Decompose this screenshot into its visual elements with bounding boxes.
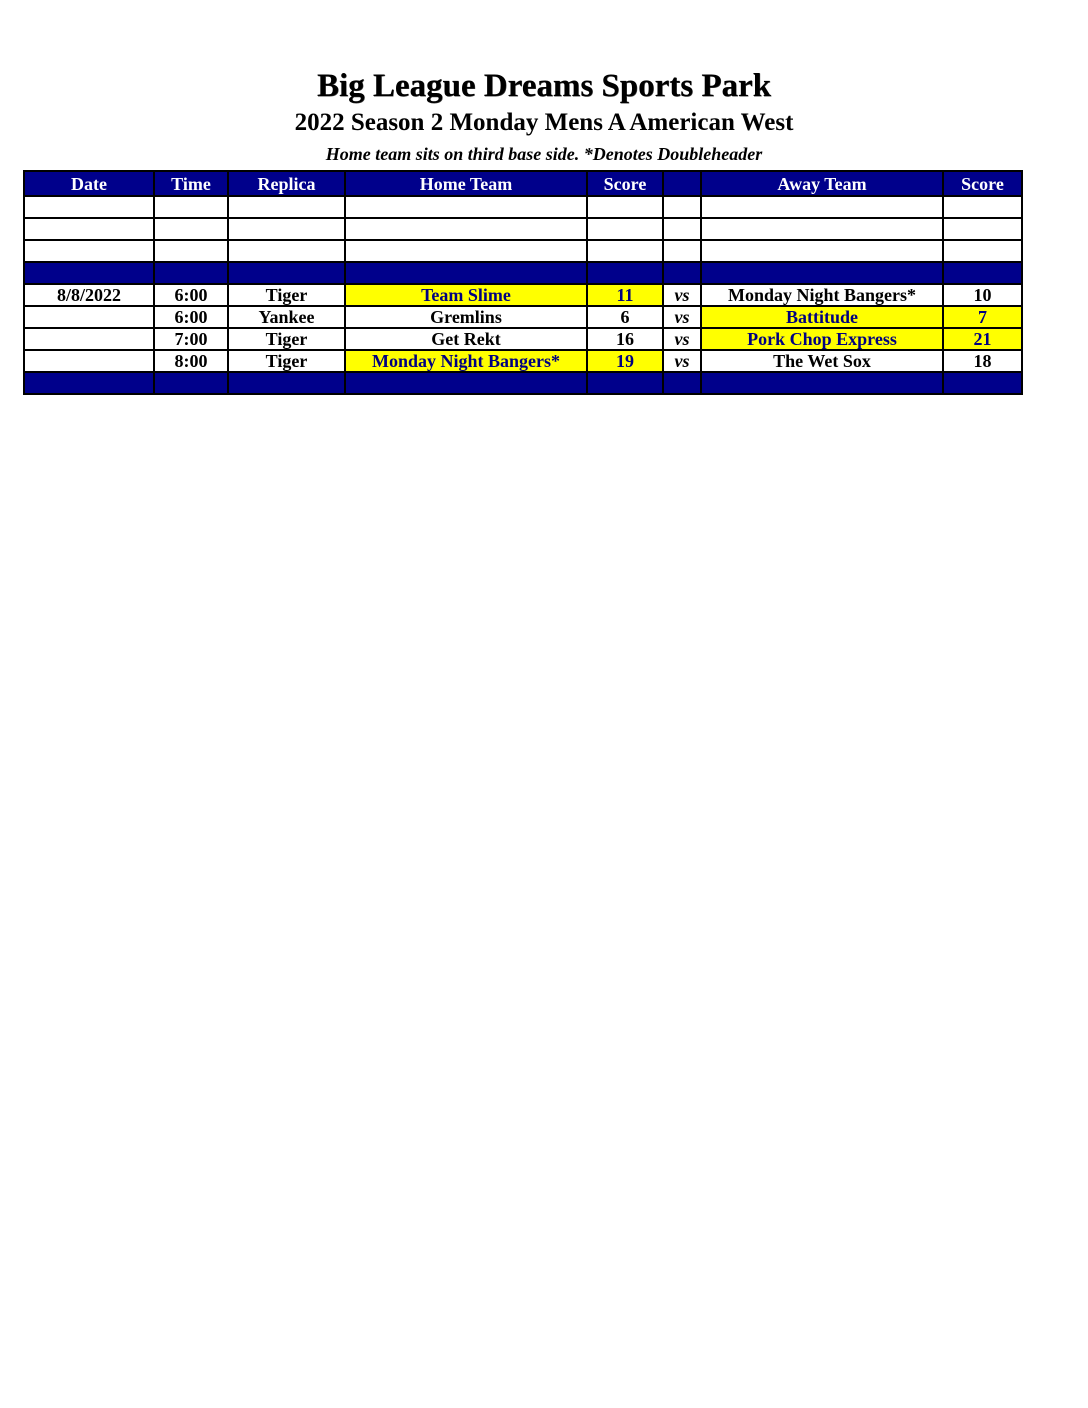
table-row [24, 328, 1022, 350]
schedule-table [23, 170, 1023, 395]
game-date [24, 306, 154, 328]
divider-band [24, 372, 1022, 394]
game-time: 6:00 [154, 306, 228, 328]
vs-label: vs [663, 350, 701, 372]
game-time: 6:00 [154, 284, 228, 306]
table-header-row [24, 171, 1022, 196]
game-date: 8/8/2022 [24, 284, 154, 306]
home-score: 19 [587, 350, 663, 372]
away-team: Battitude [701, 306, 943, 328]
home-team: Team Slime [345, 284, 587, 306]
table-row [24, 284, 1022, 306]
table-row [24, 350, 1022, 372]
game-replica-field: Tiger [228, 328, 345, 350]
home-team: Get Rekt [345, 328, 587, 350]
empty-row [24, 240, 1022, 262]
col-header-home-team: Home Team [345, 171, 587, 196]
away-score: 21 [943, 328, 1022, 350]
game-replica-field: Yankee [228, 306, 345, 328]
vs-label: vs [663, 306, 701, 328]
vs-label: vs [663, 284, 701, 306]
game-date [24, 328, 154, 350]
empty-row [24, 196, 1022, 218]
col-header-replica: Replica [228, 171, 345, 196]
col-header-time: Time [154, 171, 228, 196]
home-score: 16 [587, 328, 663, 350]
home-score: 11 [587, 284, 663, 306]
home-team: Monday Night Bangers* [345, 350, 587, 372]
col-header-home-score: Score [587, 171, 663, 196]
doubleheader-note: Home team sits on third base side. *Denotes Doubleheader [325, 144, 763, 164]
table-row [24, 306, 1022, 328]
empty-row [24, 218, 1022, 240]
game-replica-field: Tiger [228, 350, 345, 372]
home-score: 6 [587, 306, 663, 328]
away-team: Pork Chop Express [701, 328, 943, 350]
game-replica-field: Tiger [228, 284, 345, 306]
page-subtitle: 2022 Season 2 Monday Mens A American West [294, 109, 794, 136]
col-header-away-score: Score [943, 171, 1022, 196]
game-time: 7:00 [154, 328, 228, 350]
away-score: 18 [943, 350, 1022, 372]
home-team: Gremlins [345, 306, 587, 328]
game-date [24, 350, 154, 372]
col-header-away-team: Away Team [701, 171, 943, 196]
page-title: Big League Dreams Sports Park [316, 68, 772, 104]
col-header-date: Date [24, 171, 154, 196]
vs-label: vs [663, 328, 701, 350]
game-time: 8:00 [154, 350, 228, 372]
away-team: Monday Night Bangers* [701, 284, 943, 306]
away-score: 10 [943, 284, 1022, 306]
col-header-vs [663, 171, 701, 196]
divider-band [24, 262, 1022, 284]
away-team: The Wet Sox [701, 350, 943, 372]
away-score: 7 [943, 306, 1022, 328]
